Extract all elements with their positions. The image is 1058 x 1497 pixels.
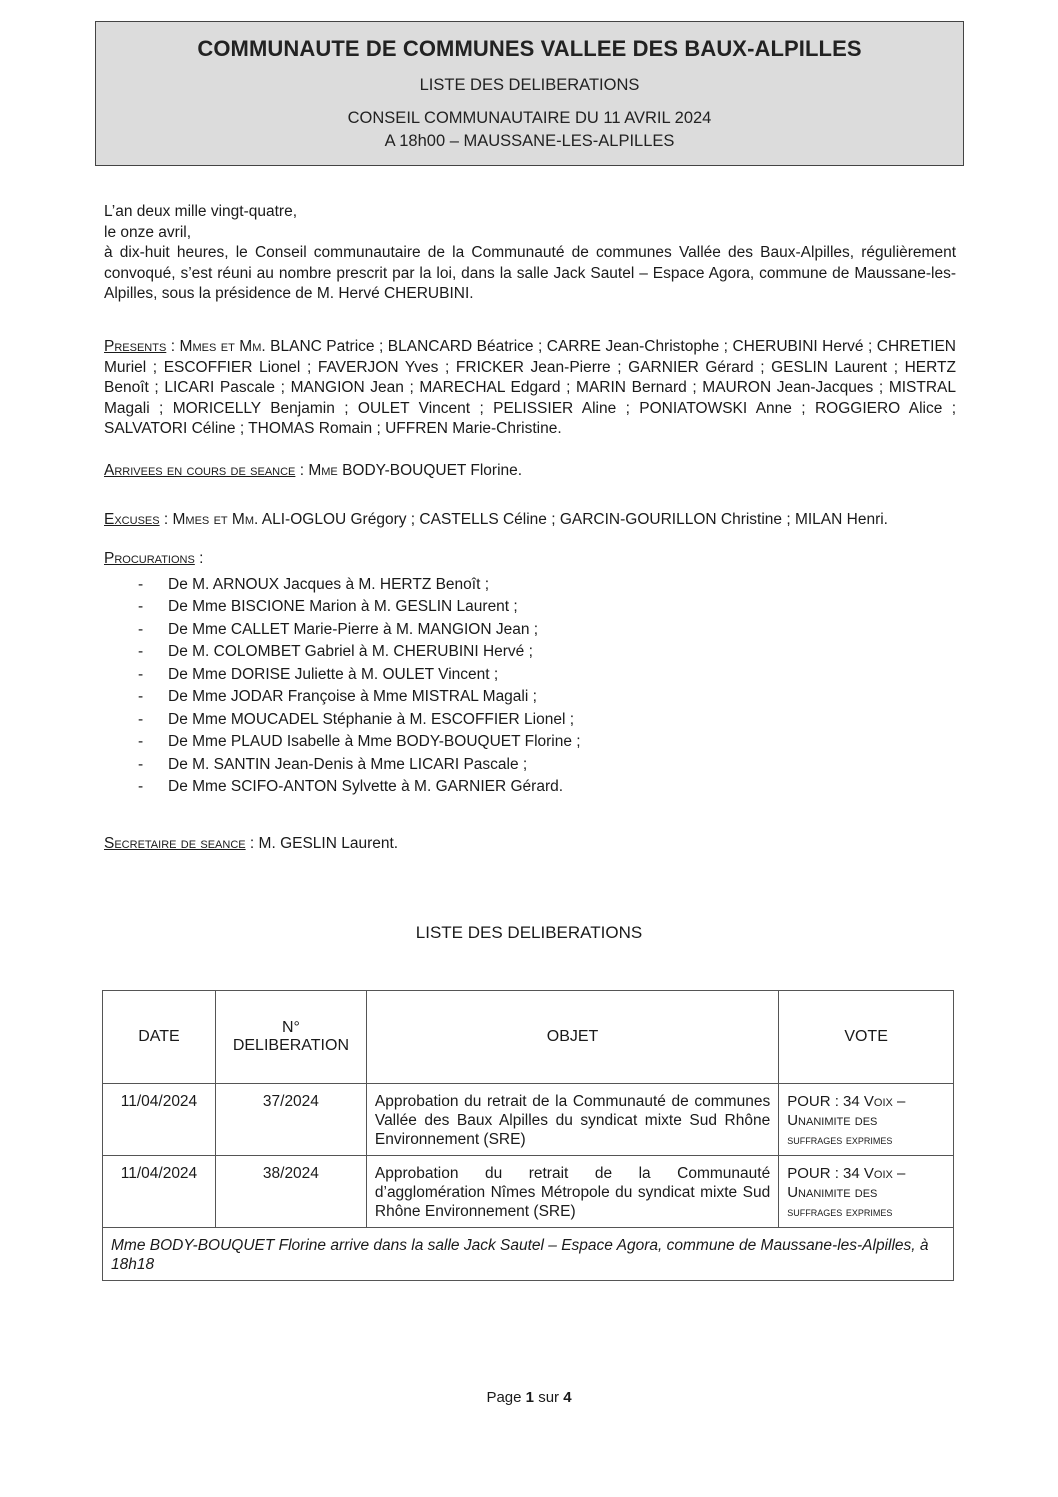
header-numero: N° DELIBERATION (215, 991, 366, 1084)
cell-vote: POUR : 34 Voix – Unanimite des suffrages exprimes (779, 1084, 954, 1156)
page-footer: Page 1 sur 4 (486, 1389, 572, 1406)
procurations-label: Procurations (104, 550, 195, 567)
table-row (103, 1084, 954, 1156)
page-current: 1 (525, 1389, 535, 1406)
cell-vote: POUR : 34 Voix – Unanimite des suffrages exprimes (779, 1156, 954, 1228)
list-item: - De Mme SCIFO-ANTON Sylvette à M. GARNIER Gérard. (138, 778, 564, 795)
header-vote: VOTE (779, 991, 954, 1084)
excuses-names: ALI-OGLOU Grégory ; CASTELLS Céline ; GARCIN-GOURILLON Christine ; MILAN Henri. (261, 511, 888, 528)
arrivees-names: BODY-BOUQUET Florine. (342, 462, 523, 479)
council-date: CONSEIL COMMUNAUTAIRE DU 11 AVRIL 2024 (347, 109, 712, 127)
secretaire-block: Secretaire de seance : M. GESLIN Laurent. (104, 835, 399, 852)
deliberations-heading: LISTE DES DELIBERATIONS (415, 923, 643, 942)
procurations-block: Procurations : - De M. ARNOUX Jacques à M. HERTZ Benoît ; - De Mme BISCIONE Marion à M. GESLIN Laurent ; - De Mme CALLET Marie-Pierre à M. MANGION Jean ; - De M. COLOMBET Gabriel à M. CHERUBINI Hervé ; - De Mme DORISE Juliette à M. OULET Vincent ; - De Mme JODAR Françoise à Mme MISTRAL Magali ; - De Mme MOUCADEL Stéphanie à M. ESCOFFIER Lionel ; - De Mme PLAUD Isabelle à Mme BODY-BOUQUET Florine ; - De M. SANTIN Jean-Denis à Mme LICARI Pascale ; - De Mme SCIFO-ANTON Sylvette à M. GARNIER Gérard. (104, 549, 956, 799)
cell-numero: 38/2024 (215, 1156, 366, 1228)
cell-numero: 37/2024 (215, 1084, 366, 1156)
presents-names: BLANC Patrice ; BLANCARD Béatrice ; CARRE Jean-Christophe ; CHERUBINI Hervé ; CHRETIEN Muriel ; ESCOFFIER Lionel ; FAVERJON Yves ; FRICKER Jean-Pierre ; GARNIER Gérard ; GESLIN Laurent ; HERTZ Benoît ; LICARI Pascale ; MANGION Jean ; MARECHAL Edgard ; MARIN Bernard ; MAURON Jean-Jacques ; MISTRAL Magali ; MORICELLY Benjamin ; OULET Vincent ; PELISSIER Aline ; PONIATOWSKI Anne ; ROGGIERO Alice ; SALVATORI Céline ; THOMAS Romain ; UFFREN Marie-Christine. (104, 338, 956, 437)
cell-objet: Approbation du retrait de la Communauté de communes Vallée des Baux Alpilles du syndicat mixte Sud Rhône Environnement (SRE) (366, 1084, 778, 1156)
excuses-block: Excuses : Mmes et Mm. ALI-OGLOU Grégory ; CASTELLS Céline ; GARCIN-GOURILLON Christine ; MILAN Henri. (104, 511, 888, 528)
arrival-note: Mme BODY-BOUQUET Florine arrive dans la salle Jack Sautel – Espace Agora, commune de Maussane-les-Alpilles, à 18h18 (103, 1228, 954, 1281)
document-title: COMMUNAUTE DE COMMUNES VALLEE DES BAUX-ALPILLES (197, 36, 862, 61)
list-item: - De M. ARNOUX Jacques à M. HERTZ Benoît ; (138, 575, 490, 593)
procurations-list (104, 574, 956, 799)
table-row (103, 1156, 954, 1228)
list-item: - De Mme BISCIONE Marion à M. GESLIN Laurent ; (138, 598, 518, 615)
header-box (95, 21, 964, 166)
arrivees-prefix: Mme (308, 462, 338, 479)
presents-prefix: Mmes et Mm. (179, 338, 266, 355)
arrivees-block: Arrivees en cours de seance : Mme BODY-BOUQUET Florine. (104, 462, 523, 479)
header-date: DATE (103, 991, 216, 1084)
intro-line-day: le onze avril, (104, 223, 192, 241)
list-item: - De Mme JODAR Françoise à Mme MISTRAL Magali ; (138, 688, 537, 705)
presents-block: Presents : Mmes et Mm. BLANC Patrice ; BLANCARD Béatrice ; CARRE Jean-Christophe ; CHERUBINI Hervé ; CHRETIEN Muriel ; ESCOFFIER Lionel ; FAVERJON Yves ; FRICKER Jean-Pierre ; GARNIER Gérard ; GESLIN Laurent ; HERTZ Benoît ; LICARI Pascale ; MANGION Jean ; MARECHAL Edgard ; MARIN Bernard ; MAURON Jean-Jacques ; MISTRAL Magali ; MORICELLY Benjamin ; OULET Vincent ; PELISSIER Aline ; PONIATOWSKI Anne ; ROGGIERO Alice ; SALVATORI Céline ; THOMAS Romain ; UFFREN Marie-Christine. (104, 338, 956, 437)
list-item: - De Mme CALLET Marie-Pierre à M. MANGION Jean ; (138, 620, 539, 638)
cell-date: 11/04/2024 (103, 1084, 216, 1156)
document-subtitle: LISTE DES DELIBERATIONS (419, 76, 640, 94)
intro-line-year: L’an deux mille vingt-quatre, (104, 203, 298, 220)
deliberations-table (102, 990, 954, 1281)
intro-paragraph: à dix-huit heures, le Conseil communautaire de la Communauté de communes Vallée des Baux-Alpilles, régulièrement convoqué, s’est réuni au nombre prescrit par la loi, dans la salle Jack Sautel – Espace Agora, commune de Maussane-les-Alpilles, sous la présidence de M. Hervé CHERUBINI. (104, 244, 956, 302)
list-item: - De M. COLOMBET Gabriel à M. CHERUBINI Hervé ; (138, 643, 533, 660)
excuses-prefix: Mmes et Mm. (172, 511, 259, 528)
list-item: - De M. SANTIN Jean-Denis à Mme LICARI Pascale ; (138, 755, 528, 773)
secretaire-names: M. GESLIN Laurent. (258, 835, 399, 852)
header-objet: OBJET (366, 991, 778, 1084)
list-item: - De Mme DORISE Juliette à M. OULET Vincent ; (138, 665, 499, 683)
cell-objet: Approbation du retrait de la Communauté d’agglomération Nîmes Métropole du syndicat mixte Sud Rhône Environnement (SRE) (366, 1156, 778, 1228)
list-item: - De Mme MOUCADEL Stéphanie à M. ESCOFFIER Lionel ; (138, 710, 575, 728)
table-header-row (103, 991, 954, 1084)
list-item: - De Mme PLAUD Isabelle à Mme BODY-BOUQUET Florine ; (138, 733, 581, 750)
intro-block (104, 202, 956, 305)
secretaire-label: Secretaire de seance (104, 835, 246, 852)
arrivees-label: Arrivees en cours de seance (104, 462, 296, 479)
excuses-label: Excuses (104, 511, 160, 528)
presents-label: Presents (104, 338, 167, 355)
cell-date: 11/04/2024 (103, 1156, 216, 1228)
table-note-row (103, 1228, 954, 1281)
page-total: 4 (563, 1389, 572, 1406)
council-time-place: A 18h00 – MAUSSANE-LES-ALPILLES (384, 132, 675, 150)
